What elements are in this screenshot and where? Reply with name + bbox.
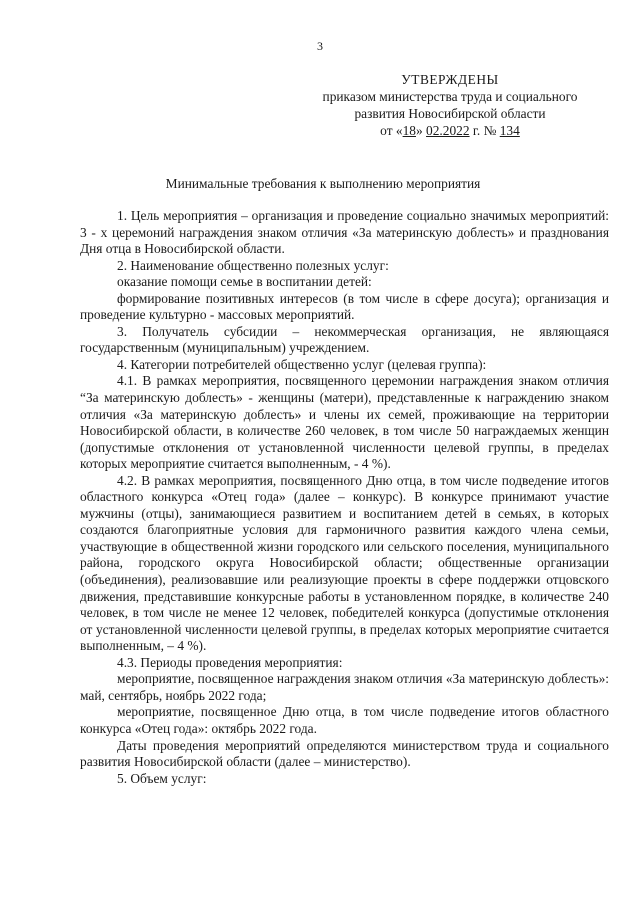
approval-date-mid: »: [415, 123, 427, 138]
paragraph: 3. Получатель субсидии – некоммерческая организация, не являющаяся государственным (муниципальным) учреждением.: [80, 323, 609, 356]
approval-date-line: [300, 122, 600, 139]
paragraph: оказание помощи семье в воспитании детей:: [117, 274, 372, 290]
paragraph: 1. Цель мероприятия – организация и проведение социально значимых мероприятий: 3 - х церемоний награждения знаком отличия «За материнскую доблесть» и празднования Дня отца в Новосибирской области.: [80, 208, 609, 257]
paragraph: формирование позитивных интересов (в том числе в сфере досуга); организация и проведение культурно - массовых мероприятий.: [80, 290, 609, 323]
paragraph: 4.3. Периоды проведения мероприятия:: [117, 654, 343, 670]
approval-date-prefix: от «: [380, 123, 403, 138]
approval-date: 02.2022: [426, 123, 470, 138]
paragraph: 4.2. В рамках мероприятия, посвященного Дню отца, в том числе подведение итогов областного конкурса «Отец года» (далее – конкурс). В конкурсе принимают участие мужчины (отцы), занимающиеся развитием и воспитанием детей в семьях, в которых создаются благоприятные условия для гармоничного развития каждого члена семьи, участвующие в общественной жизни городского или сельского поселения, муниципального района, городского округа Новосибирской области; общественные организации (объединения), реализовавшие или реализующие проекты в сфере поддержки отцовского движения, представившие конкурсные работы в установленном порядке, в количестве 240 человек, в том числе не менее 12 человек, победителей конкурса (допустимые отклонения от установленной численности целевой группы, в пределах которых мероприятие считается выполненным, – 4 %).: [80, 472, 609, 654]
paragraph: мероприятие, посвященное Дню отца, в том числе подведение итогов областного конкурса «Отец года»: октябрь 2022 года.: [80, 704, 609, 736]
document-body: [80, 208, 609, 787]
approval-line-1: приказом министерства труда и социального: [322, 89, 578, 104]
approval-day: 18: [402, 123, 416, 138]
paragraph: мероприятие, посвященное награждения знаком отличия «За материнскую доблесть»: май, сентябрь, ноябрь 2022 года;: [80, 671, 609, 703]
approval-line-2: развития Новосибирской области: [354, 106, 546, 121]
paragraph: 4.1. В рамках мероприятия, посвященного церемонии награждения знаком отличия “За материнскую доблесть» - женщины (матери), представленные к награждению знаком отличия «За материнскую доблесть» и члены их семей, проживающие на территории Новосибирской области, в количестве 260 человек, в том числе 50 награждаемых женщин (допустимые отклонения от установленной численности целевой группы, в пределах которых мероприятие считается выполненным, - 4 %).: [80, 373, 609, 472]
approval-date-mid2: г. №: [469, 123, 500, 138]
paragraph: Даты проведения мероприятий определяются министерством труда и социального развития Новосибирской области (далее – министерство).: [80, 737, 609, 770]
paragraph: 4. Категории потребителей общественно услуг (целевая группа):: [117, 356, 487, 372]
approval-block: [300, 71, 600, 139]
approval-number: 134: [499, 123, 520, 138]
paragraph: 2. Наименование общественно полезных услуг:: [117, 257, 389, 273]
paragraph: 5. Объем услуг:: [117, 770, 207, 786]
document-title: Минимальные требования к выполнению мероприятия: [165, 176, 481, 191]
approval-title: УТВЕРЖДЕНЫ: [401, 72, 499, 87]
page-number: 3: [317, 39, 323, 53]
